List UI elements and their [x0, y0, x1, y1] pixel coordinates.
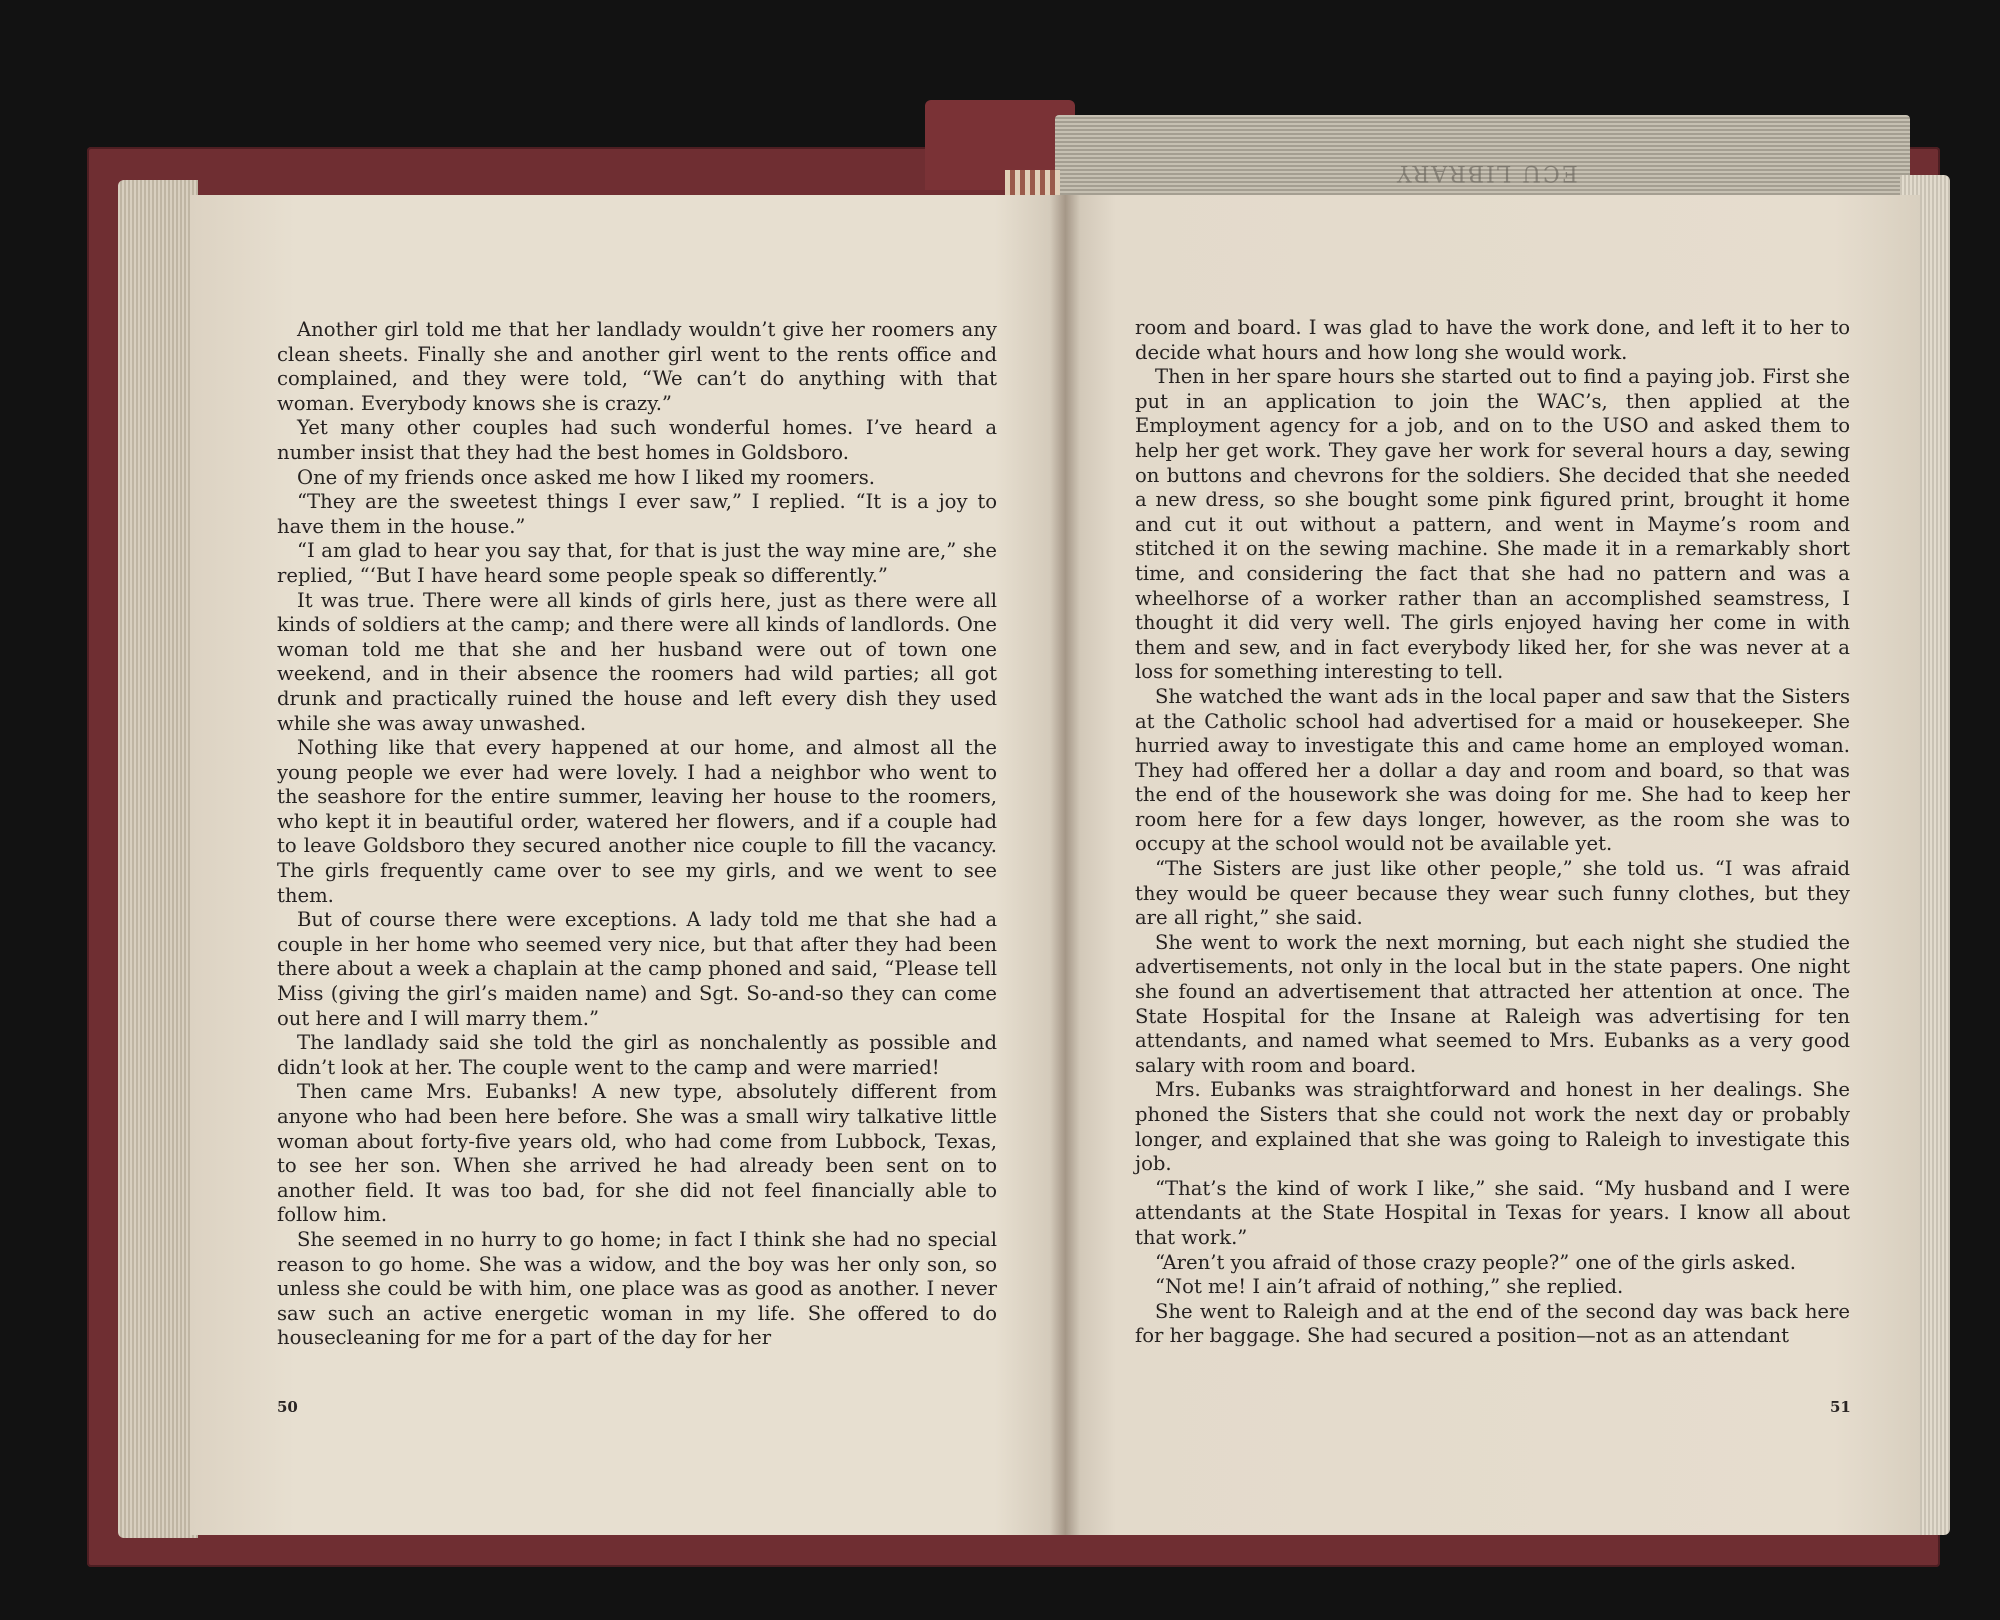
- page-number-left: 50: [277, 1398, 298, 1416]
- paragraph: Then in her spare hours she started out to find a paying job. First she put in an application to join the WAC’s, then applied at the Employment agency for a job, and on to the USO and asked them to help her get work. They gave her work for several hours a day, sewing on buttons and chevrons for the soldiers. She decided that she needed a new dress, so she bought some pink figured print, brought it home and cut it out without a pattern, and went in Mayme’s room and stitched it on the sewing machine. She made it in a remarkably short time, and considering the fact that she had no pattern and was a wheelhorse of a worker rather than an accomplished seamstress, I thought it did very well. The girls enjoyed having her come in with them and sew, and in fact everybody liked her, for she was never at a loss for something interesting to tell.: [1135, 365, 1850, 684]
- library-stamp: ECU LIBRARY: [1395, 160, 1578, 185]
- paragraph: “Not me! I ain’t afraid of nothing,” she replied.: [1155, 1275, 1624, 1299]
- page-number-right: 51: [1830, 1398, 1851, 1416]
- book-gutter: [1050, 195, 1080, 1535]
- paragraph: Mrs. Eubanks was straightforward and honest in her dealings. She phoned the Sisters that she could not work the next day or probably longer, and explained that she was going to Raleigh to investigate this job.: [1135, 1078, 1850, 1176]
- paragraph: The landlady said she told the girl as nonchalently as possible and didn’t look at her. The couple went to the camp and were married!: [277, 1031, 997, 1079]
- paragraph: “The Sisters are just like other people,” she told us. “I was afraid they would be queer because they wear such funny clothes, but they are all right,” she said.: [1135, 857, 1850, 930]
- left-page-text: [277, 318, 997, 1351]
- right-page-text: [1135, 316, 1850, 1349]
- left-page-edges: [118, 180, 198, 1538]
- paragraph: She went to Raleigh and at the end of the second day was back here for her baggage. She had secured a position—not as an attendant: [1135, 1299, 1850, 1348]
- paragraph: Nothing like that every happened at our home, and almost all the young people we ever had were lovely. I had a neighbor who went to the seashore for the entire summer, leaving her house to the roomers, who kept it in beautiful order, watered her flowers, and if a couple had to leave Goldsboro they secured another nice couple to fill the vacancy. The girls frequently came over to see my girls, and we went to see them.: [277, 736, 997, 907]
- paragraph: She watched the want ads in the local paper and saw that the Sisters at the Catholic school had advertised for a maid or housekeeper. She hurried away to investigate this and came home an employed woman. They had offered her a dollar a day and room and board, so that was the end of the housework she was doing for me. She had to keep her room here for a few days longer, however, as the room she was to occupy at the school would not be available yet.: [1135, 684, 1850, 856]
- paragraph: She went to work the next morning, but each night she studied the advertisements, not only in the local but in the state papers. One night she found an advertisement that attracted her attention at once. The State Hospital for the Insane at Raleigh was advertising for ten attendants, and named what seemed to Mrs. Eubanks as a very good salary with room and board.: [1135, 930, 1850, 1077]
- paragraph: Another girl told me that her landlady wouldn’t give her roomers any clean sheets. Finally she and another girl went to the rents office and complained, and they were told, “We can’t do anything with that woman. Everybody knows she is crazy.”: [277, 318, 997, 415]
- paragraph: “They are the sweetest things I ever saw,” I replied. “It is a joy to have them in the house.”: [277, 490, 997, 538]
- paragraph: Yet many other couples had such wonderful homes. I’ve heard a number insist that they had the best homes in Goldsboro.: [277, 416, 997, 464]
- paragraph: Then came Mrs. Eubanks! A new type, absolutely different from anyone who had been here before. She was a small wiry talkative little woman about forty-five years old, who had come from Lubbock, Texas, to see her son. When she arrived he had already been sent on to another field. It was too bad, for she did not feel financially able to follow him.: [277, 1080, 997, 1227]
- paragraph: It was true. There were all kinds of girls here, just as there were all kinds of soldiers at the camp; and there were all kinds of landlords. One woman told me that she and her husband were out of town one weekend, and in their absence the roomers had wild parties; all got drunk and practically ruined the house and left every dish they used while she was away unwashed.: [277, 588, 997, 735]
- paragraph: She seemed in no hurry to go home; in fact I think she had no special reason to go home. She was a widow, and the boy was her only son, so unless she could be with him, one place was as good as another. I never saw such an active energetic woman in my life. She offered to do housecleaning for me for a part of the day for her: [277, 1227, 997, 1350]
- paragraph: One of my friends once asked me how I liked my roomers.: [297, 465, 875, 489]
- paragraph: “That’s the kind of work I like,” she said. “My husband and I were attendants at the State Hospital in Texas for years. I know all about that work.”: [1135, 1176, 1850, 1249]
- paragraph-continuation: room and board. I was glad to have the work done, and left it to her to decide what hours and how long she would work.: [1135, 316, 1850, 364]
- paragraph: “I am glad to hear you say that, for that is just the way mine are,” she replied, “‘But I have heard some people speak so differently.”: [277, 539, 997, 587]
- paragraph: “Aren’t you afraid of those crazy people?” one of the girls asked.: [1155, 1250, 1796, 1274]
- paragraph: But of course there were exceptions. A lady told me that she had a couple in her home who seemed very nice, but that after they had been there about a week a chaplain at the camp phoned and said, “Please tell Miss (giving the girl’s maiden name) and Sgt. So-and-so they can come out here and I will marry them.”: [277, 908, 997, 1030]
- headband-stitching: [1005, 170, 1060, 196]
